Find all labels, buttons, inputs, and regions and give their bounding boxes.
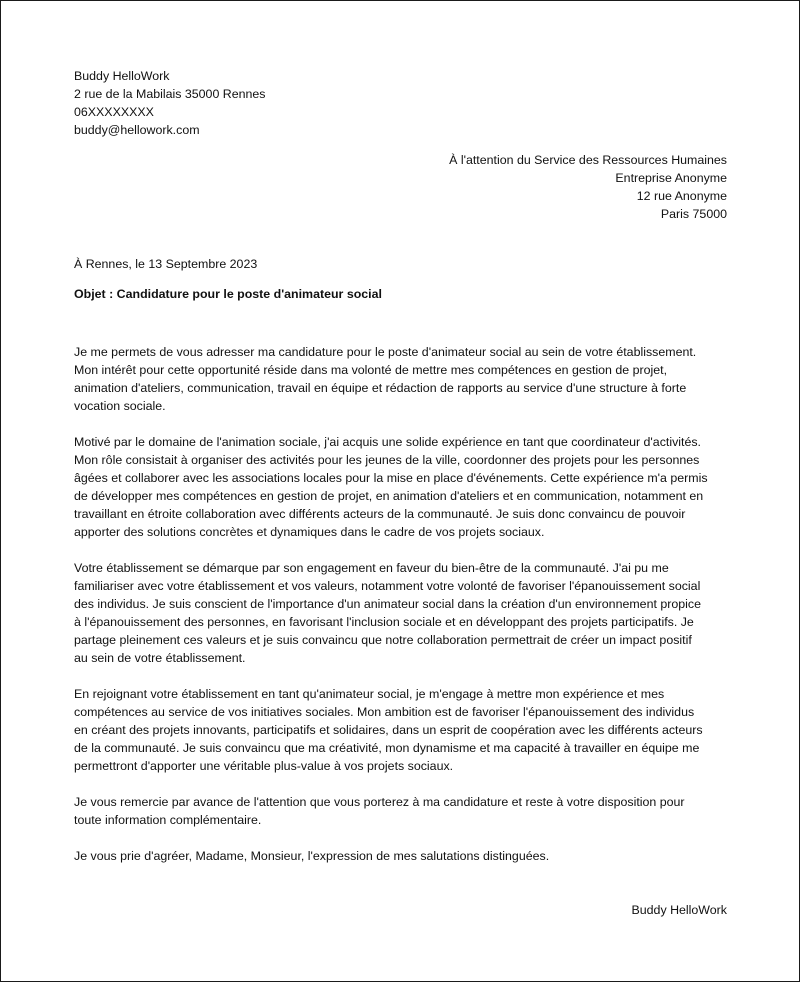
- recipient-city: Paris 75000: [660, 207, 727, 221]
- recipient-attention: À l'attention du Service des Ressources Humaines: [449, 153, 727, 167]
- recipient-street: 12 rue Anonyme: [636, 189, 727, 203]
- paragraph: [74, 343, 734, 415]
- paragraph-line: travaillant en étroite collaboration avec différents acteurs de la communauté. Je suis donc convaincu de pouvoir: [74, 507, 686, 521]
- paragraph-line: Motivé par le domaine de l'animation sociale, j'ai acquis une solide expérience en tant que coordinateur d'activités.: [74, 435, 701, 449]
- paragraph-line: compétences au service de vos initiatives sociales. Mon ambition est de favoriser l'épanouissement des individus: [74, 705, 695, 719]
- paragraph-line: Votre établissement se démarque par son engagement en faveur du bien-être de la communauté. J'ai pu me: [74, 561, 669, 575]
- paragraph: [74, 847, 734, 865]
- paragraph-line: Je me permets de vous adresser ma candidature pour le poste d'animateur social au sein de votre établissement.: [74, 345, 697, 359]
- paragraph-line: Mon intérêt pour cette opportunité réside dans ma volonté de mettre mes compétences en gestion de projet,: [74, 363, 668, 377]
- sender-address: 2 rue de la Mabilais 35000 Rennes: [74, 87, 266, 101]
- signature: Buddy HelloWork: [631, 903, 727, 917]
- sender-block: [74, 67, 266, 139]
- letter-body: [74, 343, 734, 883]
- paragraph-line: partage pleinement ces valeurs et je suis convaincu que notre collaboration permettrait de créer un impact positif: [74, 633, 692, 647]
- paragraph-line: apporter des solutions concrètes et dynamiques dans le cadre de vos projets sociaux.: [74, 525, 545, 539]
- paragraph-line: animation d'ateliers, communication, travail en équipe et rédaction de rapports au service d'une structure à forte: [74, 381, 687, 395]
- paragraph-line: permettront d'apporter une véritable plus-value à vos projets sociaux.: [74, 759, 454, 773]
- paragraph: [74, 685, 734, 775]
- paragraph-line: familiariser avec votre établissement et vos valeurs, notamment votre volonté de favoriser l'épanouissement social: [74, 579, 701, 593]
- paragraph-line: Je vous remercie par avance de l'attention que vous porterez à ma candidature et reste à votre disposition pour: [74, 795, 685, 809]
- paragraph-line: âgées et collaborer avec les associations locales pour la mise en place d'événements. Cette expérience m'a permis: [74, 471, 708, 485]
- paragraph-line: vocation sociale.: [74, 399, 166, 413]
- paragraph: [74, 433, 734, 541]
- paragraph-line: Je vous prie d'agréer, Madame, Monsieur, l'expression de mes salutations distinguées.: [74, 849, 550, 863]
- paragraph-line: des individus. Je suis conscient de l'importance d'un animateur social dans la création d'un environnement propice: [74, 597, 701, 611]
- recipient-block: [449, 151, 727, 223]
- paragraph-line: Mon rôle consistait à organiser des activités pour les jeunes de la ville, coordonner des projets pour les personnes: [74, 453, 700, 467]
- sender-name: Buddy HelloWork: [74, 69, 170, 83]
- subject-line: Objet : Candidature pour le poste d'animateur social: [74, 287, 382, 301]
- recipient-company: Entreprise Anonyme: [615, 171, 727, 185]
- paragraph-line: de développer mes compétences en gestion de projet, en animation d'ateliers et en communication, notamment en: [74, 489, 704, 503]
- paragraph-line: toute information complémentaire.: [74, 813, 262, 827]
- paragraph: [74, 559, 734, 667]
- paragraph-line: à l'épanouissement des personnes, en favorisant l'inclusion sociale et en développant des projets participatifs. Je: [74, 615, 694, 629]
- paragraph-line: en créant des projets innovants, participatifs et solidaires, dans un esprit de coopération avec les différents acteurs: [74, 723, 703, 737]
- paragraph: [74, 793, 734, 829]
- paragraph-line: En rejoignant votre établissement en tant qu'animateur social, je m'engage à mettre mon expérience et mes: [74, 687, 665, 701]
- paragraph-line: de la communauté. Je suis convaincu que ma créativité, mon dynamisme et ma capacité à travailler en équipe me: [74, 741, 700, 755]
- sender-email: buddy@hellowork.com: [74, 123, 200, 137]
- date-line: À Rennes, le 13 Septembre 2023: [74, 257, 258, 271]
- paragraph-line: au sein de votre établissement.: [74, 651, 246, 665]
- sender-phone: 06XXXXXXXX: [74, 105, 154, 119]
